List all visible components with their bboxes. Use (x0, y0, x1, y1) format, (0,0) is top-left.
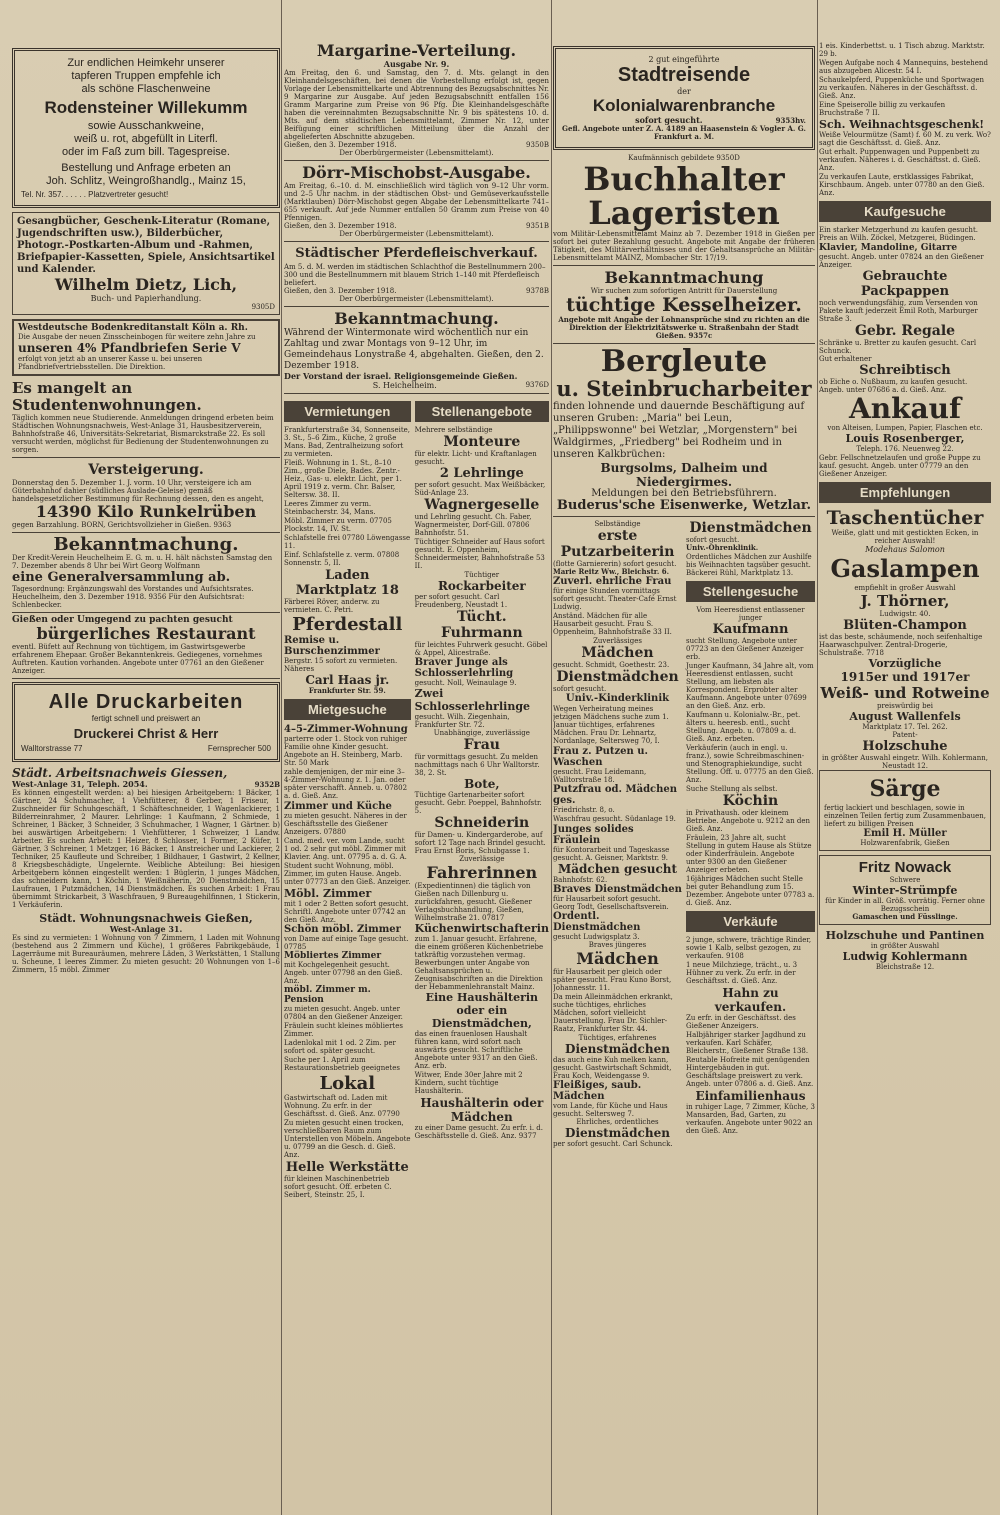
ad-druckerei: Alle Druckarbeiten fertigt schnell und preiswert an Druckerei Christ & Herr Walltorstrasse 77 Fernsprecher 500 (12, 682, 280, 762)
heading-verkaeufe: Verkäufe (686, 911, 815, 932)
heading-mietgesuche: Mietgesuche (284, 699, 411, 720)
column-4: 1 eis. Kinderbettst. u. 1 Tisch abzug. Marktstr. 29 b. Wegen Aufgabe noch 4 Mannequins, bestehend aus abzugeben Alicestr. 54 I. Schaukelpferd, Puppenküche und Sportwagen zu verkaufen. Näheres in der Geschäftsst. d. Gieß. Anz. Eine Speiserolle billig zu verkaufen Bruchstraße 7 II. Sch. Weihnachtsgeschenk! Weiße Velourmütze (Samt) f. 60 M. zu verk. Wo? sagt die Geschäftsst. d. Gieß. Anz. Gut erhalt. Puppenwagen und Puppenbett zu verkaufen. Näheres i. d. Geschäftsst. d. Gieß. Anz. Zu verkaufen Laute, erstklassiges Fabrikat, Kirschbaum. Angeb. unter 07780 an den Gieß. Anz. Kaufgesuche Ein starker Metzgerhund zu kaufen gesucht. Preis an Wilh. Zöckel, Metzgerei, Büdingen. Klavier, Mandoline, Gitarre gesucht. Angeb. unter 07824 an den Gießener Anzeiger. Gebrauchte Packpappen noch verwendungsfähig, zum Versenden von Pakete kauft jederzeit Emil Roth, Marburger Straße 3. Gebr. Regale Schränke u. Bretter zu kaufen gesucht. Carl Schunck. Gut erhaltener Schreibtisch ob Eiche o. Nußbaum, zu kaufen gesucht. Angeb. unter 07686 a. d. Gieß. Anz. Ankauf von Alteisen, Lumpen, Papier, Flaschen etc. Louis Rosenberger, Teleph. 176. Neuenweg 22. Gebr. Fellschnetzelaufen und große Puppe zu kauf. gesucht. Angeb. unter 07779 an den Gießener Anzeiger. Empfehlungen Taschentücher Weiße, glatt und mit gestickten Ecken, in reicher Auswahl! Modehaus Salomon Gaslampen empfiehlt in großer Auswahl J. Thörner, Ludwigstr. 40. Blüten-Champon ist das beste, schäumende, noch seifenhaltige Haarwaschpulver. Zentral-Drogerie, Schulstraße. 7718 Vorzügliche 1915er und 1917er Weiß- und Rotweine preiswürdig bei August Wallenfels Marktplatz 17. Tel. 262. Patent- Holzschuhe in größter Auswahl eingetr. Wilh. Kohlermann, Neustadt 12. Särge fertig lackiert und beschlagen, sowie in einzelnen Teilen fertig zum Zusammenbauen, liefert zu billigen Preisen Emil H. Müller Holzwarenfabrik, Gießen Fritz Nowack Schwere Winter-Strümpfe für Kinder in all. Größ. vorrätig. Ferner ohne Bezugsschein Gamaschen und Füsslinge. Holzschuhe und Pantinen in größter Auswahl Ludwig Kohlermann Bleichstraße 12. (819, 42, 991, 971)
heading-empfehlungen: Empfehlungen (819, 482, 991, 503)
column-3 (553, 0, 815, 1515)
ad-bekanntmachung-kreditverein: Bekanntmachung. Der Kredit-Verein Heuchelheim E. G. m. u. H. hält nächsten Samstag den 7. Dezember abends 8 Uhr bei Wirt Georg Wolfmann eine Generalversammlung ab. Tagesordnung: Ergänzungswahl des Vorstandes und Aufsichtsrates. Heuchelheim, den 3. Dezember 1918. 9356 Für den Aufsichtsrat: Schlenbecker. (12, 536, 280, 613)
ad-saerge: Särge fertig lackiert und beschlagen, sowie in einzelnen Teilen fertig zum Zusammenbauen, liefert zu billigen Preisen Emil H. Müller Holzwarenfabrik, Gießen (819, 770, 991, 851)
col3-right-ads: Dienstmädchen sofort gesucht. Univ.-Ohrenklinik. Ordentliches Mädchen zur Aushilfe bis Weihnachten tagsüber gesucht. Bäckerei Rühl, Marktplatz 13. Stellengesuche Vom Heeresdienst entlassener junger Kaufmann sucht Stellung. Angebote unter 07723 an den Gießener Anzeiger erb. Junger Kaufmann, 34 Jahre alt, vom Heeresdienst entlassen, sucht Stellung, am liebsten als Korrespondent. Erprobter alter Kaufmann. Angebote unter 07699 an den Gieß. Anz. erb. Kaufmann u. Kolonialw.-Br., pet. älters u. heeresb. entl., sucht Stellung. Angeb. u. 07809 a. d. Gieß. Anz. erbeten. Verkäuferin (auch in engl. u. franz.), sowie Schreibmaschinen- und Stenographiekundige, sucht Stellung. Off. u. 07775 an den Gieß. Anz. Suche Stellung als selbst. Köchin in Privathaush. oder kleinem Betriebe. Angebote u. 9212 an den Gieß. Anz. Fräulein, 23 Jahre alt, sucht Stellung in gutem Hause als Stütze oder Kinderfräulein. Angebote unter 9300 an den Gießener Anzeiger erbeten. 16jähriges Mädchen sucht Stelle bei guter Behandlung zum 15. Dezember. Angebote unter 07783 a. d. Gieß. Anz. Verkäufe 2 junge, schwere, trächtige Rinder, sowie 1 Kalb, selbst gezogen, zu verkaufen. 9108 1 neue Milchziege, trächt., u. 3 Hühner zu verk. Zu erfr. in der Geschäftsst. d. Gieß. Anz. Hahn zu verkaufen. Zu erfr. in der Geschäftsst. des Gießener Anzeigers. Halbjähriger starker Jagdhund zu verkaufen. Karl Schäfer, Bleicherstr., Gießener Straße 138. Reutable Hofreite mit genügenden Hintergebäuden in gut. Geschäftslage preiswert zu verk. Angeb. unter 07806 a. d. Gieß. Anz. Einfamilienhaus in ruhiger Lage, 7 Zimmer, Küche, 3 Mansarden, Bad, Garten, zu verkaufen. Angebote unter 9022 an den Gieß. Anz. (686, 520, 815, 1135)
ad-margarine: Margarine-Verteilung. Ausgabe Nr. 9. Am Freitag, den 6. und Samstag, den 7. d. Mts. gelangt in den Kleinhandelsgeschäften, bei denen die Vorbestellung erfolgt ist, gegen Vorlage der Lebensmittelkarte und Abtrennung des Bezugsabschnittes Nr. 9 Margarine zur Ausgabe. Auf jeden Bezugsabschnitt entfallen 156 Gramm Margarine zum Preise von 96 Pfg. Die Kleinhandelsgeschäfte haben die vereinnahmten Bezugsabschnitte Nr. 9 bis spätestens 10. d. Mts. auf dem städtischen Lebensmittelamt, Zimmer Nr. 12, unter Beifügung einer schriftlichen Mitteilung über die Anzahl der abgelieferten Abschnitte abzugeben. Gießen, den 3. Dezember 1918. 9350B Der Oberbürgermeister (Lebensmittelamt). (284, 42, 549, 161)
ad-stadtreisende: 2 gut eingeführte Stadtreisende der Kolonialwarenbranche sofort gesucht. 9353hv. Gefl. Angebote unter Z. A. 4189 an Haasenstein & Vogler A. G. Frankfurt a. M. (553, 46, 815, 150)
column-2 (284, 0, 549, 1515)
ad-studenten: Es mangelt an Studentenwohnungen. Täglich kommen neue Studierende. Anmeldungen dringend erbeten beim Städtischen Wohnungsnachweis, West-Anlage 31, Hausbesitzerverein, Bahnhofstraße 46, Universitäts-Sekretariat, Bismarckstraße 22. Es soll versucht werden, möglichst für Bedienung der Studentenwohnungen zu sorgen. (12, 380, 280, 458)
heading-vermietungen: Vermietungen (284, 401, 411, 422)
ad-bodenkredit: Westdeutsche Bodenkreditanstalt Köln a. Rh. Die Ausgabe der neuen Zinsscheinbogen für weitere zehn Jahre zu unseren 4% Pfandbriefen Serie V erfolgt von jetzt ab an unserer Kasse u. bei unseren Pfandbriefvertriebsstellen. Die Direktion. (12, 319, 280, 376)
heading-stellengesuche: Stellengesuche (686, 581, 815, 602)
vermietungen-column: Vermietungen Frankfurterstraße 34, Sonnenseite, 3. St., 5–6 Zim., Küche, 2 große Mans. Bad, Zentralheizung sofort zu vermieten. Fleiß. Wohnung in 1. St., 8–10 Zim., große Diele, Bades. Zentr.-Heiz., Gas- u. elektr. Licht, per 1. April 1919 z. verm. Chr. Balser, Seltersw. 38. II. Leeres Zimmer zu verm. Steinbacherstr. 34, Mans. Möbl. Zimmer zu verm. 07705 Plockstr. 14, IV. St. Schlafstelle frei 07780 Löwengasse 11. Einf. Schlafstelle z. verm. 07808 Sonnenstr. 5, II. Laden Marktplatz 18 Färberei Röver, anderw. zu vermieten. C. Petri. Pferdestall Remise u. Burschenzimmer Bergstr. 15 sofort zu vermieten. Näheres Carl Haas jr. Frankfurter Str. 59. Mietgesuche 4–5-Zimmer-Wohnung parterre oder 1. Stock von ruhiger Familie ohne Kinder gesucht. Angebote an H. Steinberg, Marb. Str. 50 Mark zahle demjenigen, der mir eine 3–4-Zimmer-Wohnung z. 1. Jan. oder später verschafft. Anneb. u. 07802 a. d. Gieß. Anz. Zimmer und Küche zu mieten gesucht. Näheres in der Geschäftsstelle des Gießener Anzeigers. 07880 Cand. med. ver. vom Lande, sucht 1 od. 2 sehr gut möbl. Zimmer mit Klavier. Ang. unt. 07795 a. d. G. A. Student sucht Wohnung, möbl. Zimmer, im guten Hause. Angeb. unter 07773 an den Gieß. Anzeiger. Möbl. Zimmer mit 1 oder 2 Betten sofort gesucht. Schriftl. Angebote unter 07742 an den Gieß. Anz. Schön möbl. Zimmer von Dame auf einige Tage gesucht. 07785 Möbliertes Zimmer mit Kochgelegenheit gesucht. Angeb. unter 07798 an den Gieß. Anz. möbl. Zimmer m. Pension zu mieten gesucht. Angeb. unter 07804 an den Gießener Anzeiger. Fräulein sucht kleines möbliertes Zimmer. Ladenlokal mit 1 od. 2 Zim. per sofort od. später gesucht. Suche per 1. April zum Restaurationsbetrieb geeignetes Lokal Gastwirtschaft od. Laden mit Wohnung. Zu erfr. in der Geschäftsst. d. Gieß. Anz. 07790 Zu mieten gesucht einen trocken, verschließbaren Raum zum Unterstellen von Möbeln. Angebote u. 07799 an die Gesch. d. Gieß. Anz. Helle Werkstätte für kleinen Maschinenbetrieb sofort gesucht. Off. erbeten C. Seibert, Steinstr. 25, I. (284, 397, 411, 1199)
ad-versteigerung: Versteigerung. Donnerstag den 5. Dezember 1. J. vorm. 10 Uhr, versteigere ich am Güterbahnhof dahier (südliches Auslade-Geleise) gemäß handelsgesetzlicher Bestimmung für Rechnung dessen, den es angeht, 14390 Kilo Runkelrüben gegen Barzahlung. BORN, Gerichtsvollzieher in Gießen. 9363 (12, 461, 280, 533)
heading-stellenangebote: Stellenangebote (415, 401, 549, 422)
ad-rodensteiner: Zur endlichen Heimkehr unserer tapferen Truppen empfehle ich als schöne Flaschenweine Rodensteiner Willekumm sowie Ausschankweine, weiß u. rot, abgefüllt in Literfl. oder im Faß zum bill. Tagespreise. Bestellung und Anfrage erbeten an Joh. Schlitz, Weingroßhandlg., Mainz 15, Tel. Nr. 357. . . . . . Platzvertreter gesucht! (12, 48, 280, 208)
ad-pferdefleisch: Städtischer Pferdefleischverkauf. Am 5. d. M. werden im städtischen Schlachthof die Bestellnummern 200–300 und die Bestellnummern mit blauem Strich 1–140 mit Pferdefleisch beliefert. Gießen, den 3. Dezember 1918. 9378B Der Oberbürgermeister (Lebensmittelamt). (284, 245, 549, 307)
col3-left-ads: Selbständige erste Putzarbeiterin (flotte Garniererin) sofort gesucht. Marie Reitz Ww., Bleichstr. 6. Zuverl. ehrliche Frau für einige Stunden vormittags sofort gesucht. Theater-Café Ernst Ludwig. Anständ. Mädchen für alle Hausarbeit gesucht. Frau S. Oppenheim, Bahnhofstraße 33 II. Zuverlässiges Mädchen gesucht. Schmidt, Goethestr. 23. Dienstmädchen sofort gesucht. Univ.-Kinderklinik Wegen Verheiratung meines jetzigen Mädchens suche zum 1. Januar tüchtiges, erfahrenes Mädchen. Frau Dr. Lehnartz, Nordanlage, Seltersweg 70, I. Frau z. Putzen u. Waschen gesucht. Frau Leidemann, Walltorstraße 18. Putzfrau od. Mädchen ges. Friedrichstr. 8, o. Waschfrau gesucht. Südanlage 19. Junges solides Fräulein für Kontorarbeit und Tageskasse gesucht. A. Geisner, Marktstr. 9. Mädchen gesucht Bahnhofstr. 62. Braves Dienstmädchen für Hausarbeit sofort gesucht. Georg Todt, Gesellschaftsverein. Ordentl. Dienstmädchen gesucht Ludwigsplatz 3. Braves jüngeres Mädchen für Hausarbeit per gleich oder später gesucht. Frau Kuno Borst, Johannesstr. 11. Da mein Alleinmädchen erkrankt, suche tüchtiges, ehrliches Mädchen, sofort vielleicht Dauerstellung. Frau Dr. Sichler-Raatz, Frankfurter Str. 44. Tüchtiges, erfahrenes Dienstmädchen das auch eine Kuh melken kann, gesucht. Gastwirtschaft Schmidt, Frau Koch, Weidengasse 9. Fleißiges, saub. Mädchen vom Lande, für Küche und Haus gesucht. Seltersweg 7. Ehrliches, ordentliches Dienstmädchen per sofort gesucht. Carl Schunck. (553, 520, 682, 1148)
column-1 (12, 0, 280, 1515)
ad-bekanntmachung-religionsgemeinde: Bekanntmachung. Während der Wintermonate wird wöchentlich nur ein Zahltag und zwar Montags von 9–12 Uhr, im Gemeindehaus Lonystraße 4, abgehalten. Gießen, den 2. Dezember 1918. Der Vorstand der israel. Religionsgemeinde Gießen. S. Heichelheim. 9376D (284, 310, 549, 394)
ad-kesselheizer: Bekanntmachung Wir suchen zum sofortigen Antritt für Dauerstellung tüchtige Kesselheizer. Angebote mit Angabe der Lohnansprüche sind zu richten an die Direktion der Elektrizitätswerke u. Straßenbahn der Stadt Gießen. 9357c (553, 269, 815, 344)
heading-kaufgesuche: Kaufgesuche (819, 201, 991, 222)
ad-nowack: Fritz Nowack Schwere Winter-Strümpfe für Kinder in all. Größ. vorrätig. Ferner ohne Bezugsschein Gamaschen und Füsslinge. (819, 855, 991, 925)
ad-buchhalter: Kaufmännisch gebildete 9350D Buchhalter Lageristen vom Militär-Lebensmittelamt Mainz ab 7. Dezember 1918 in Gießen per sofort bei guter Bezahlung gesucht. Angebote mit Angabe der früheren Tätigkeit, des Militärverhältnisses und der Gehaltsansprüche an Militär-Lebensmittelamt MAINZ, Mombacher Str. 17/19. (553, 154, 815, 266)
ad-doerrobst: Dörr-Mischobst-Ausgabe. Am Freitag, 6.–10. d. M. einschließlich wird täglich von 9–12 Uhr vorm. und 2–5 Uhr nachm. in der städtischen Obst- und Gemüseverkaufsstelle (Marktlauben) Dörr-Mischobst gegen Abgabe der Lebensmittelkarte 741–655 verkauft. Auf jede Nummer entfallen 50 Gramm zum Preise von 40 Pfennigen. Gießen, den 3. Dezember 1918. 9351B Der Oberbürgermeister (Lebensmittelamt). (284, 164, 549, 242)
salomon-logo: Modehaus Salomon (865, 545, 945, 554)
brand-rodensteiner: Rodensteiner Willekumm (44, 98, 248, 117)
ad-arbeitsnachweis: Städt. Arbeitsnachweis Giessen, West-Anlage 31, Teleph. 2054. 9352B Es können eingestellt werden: a) bei hiesigen Arbeitgebern: 1 Bäcker, 1 Gärtner, 24 Schuhmacher, 1 Viehfütterer, 8 Gerber, 1 Friseur, 1 Zuschneider für Schuhgeschäft, 1 Schäfteschneider, 1 Wagenlackierer, 1 Bilderreinrahmer, 2 Maurer. Lehrlinge: 1 Kaufmann, 2 Schmiede, 1 Schreiner, 1 Bäcker, 3 Schneider, 3 Schuhmacher, 1 Wagner, 1 Gärtner. b) bei auswärtigen Arbeitgebern: 1 Viehfütterer, 1 Schweizer, 1 Landw. Arbeiter. Es suchen Arbeit: 1 Heizer, 8 Schlosser, 1 Former, 2 Küfer, 1 Gärtner, 3 Schreiner, 1 Metzger, 16 Bäcker, 1 Anstreicher und Lackierer, 2 Techniker, 25 Kaufleute und Schreiber, 1 Bildhauer, 1 Gastwirt, 2 Kellner, 8 Kriegsbeschädigte, Ungelernte. Weibliche Abteilung: Bei hiesigen Arbeitgebern können eingestellt werden: 1 Büglerin, 1 junges Mädchen, das schneidern kann, 1 Köchin, 1 Weißnäherin, 20 Dienstmädchen, 15 Laufrauen, 1 Putzmädchen, 14 Dienstmädchen. Es suchen Arbeit: 1 Frau übernimmt Strickarbeit, 3 Waschfrauen, 9 Bureaugehilfinnen, 1 Stickerin, 1 Verkäuferin. Städt. Wohnungsnachweis Gießen, West-Anlage 31. Es sind zu vermieten: 1 Wohnung von 7 Zimmern, 1 Laden mit Wohnung (bestehend aus 2 Zimmern und Küche), 1 größeres Fabrikgebäude, 1 Lagerräume mit Bureauräumen, mehrere Läden, 3 Werkstätten, 1 Stallung u. Scheune, 1 leeres Zimmer. Zu mieten gesucht: 20 Wohnungen von 1–6 Zimmern, 15 möbl. Zimmer (12, 766, 280, 974)
stellenangebote-column: Stellenangebote Mehrere selbständige Monteure für elektr. Licht- und Kraftanlagen gesucht. 2 Lehrlinge per sofort gesucht. Max Weißbäcker, Süd-Anlage 23. Wagnergeselle und Lehrling gesucht. Ch. Faber, Wagnermeister, Dorf-Gill. 07806 Bahnhofstr. 51. Tüchtiger Schneider auf Haus sofort gesucht. E. Oppenheim, Schneidermeister, Bahnhofstraße 53 II. Tüchtiger Rockarbeiter per sofort gesucht. Carl Freudenberg, Neustadt 1. Tücht. Fuhrmann für leichtes Fuhrwerk gesucht. Göbel & Appel, Alicestraße. Braver Junge als Schlosserlehrling gesucht. Noll, Weinaulage 9. Zwei Schlosserlehrlinge gesucht. Wilh. Ziegenhain, Frankfurter Str. 72. Unabhängige, zuverlässige Frau für vormittags gesucht. Zu melden nachmittags nach 6 Uhr Walltorstr. 38, 2. St. Bote, Tüchtige Gartenarbeiter sofort gesucht. Gebr. Poeppel, Bahnhofstr. 5. Schneiderin für Damen- u. Kindergarderobe, auf sofort 12 Tage nach Brindel gesucht. Frau Ernst Boris, Schubgasse 1. Zuverlässige Fahrerinnen (Expedientinnen) die täglich von Gießen nach Dillenburg u. zurückfahren, gesucht. Gießener Verlagsbuchhandlung, Gießen, Wilhelmstraße 21. 07817 Küchenwirtschafterin zum 1. Januar gesucht. Erfahrene, die einem größeren Küchenbetriebe tatkräftig vorzustehen vermag. Bewerbungen unter Angabe von Gehaltsansprüchen u. Zeugnisabschriften an die Direktion der Hebammenlehranstalt Mainz. Eine Haushälterin oder ein Dienstmädchen, das einen frauenlosen Haushalt führen kann, wird sofort nach auswärts gesucht. Schriftliche Angebote unter 9317 an den Gieß. Anz. erb. Witwer, Ende 30er Jahre mit 2 Kindern, sucht tüchtige Haushälterin. Haushälterin oder Mädchen zu einer Dame gesucht. Zu erfr. i. d. Geschäftsstelle d. Gieß. Anz. 9377 (415, 397, 549, 1199)
ad-restaurant: Gießen oder Umgegend zu pachten gesucht bürgerliches Restaurant eventl. Büfett auf Rechnung von tüchtigem, im Gastwirtsgewerbe erfahrenem Ehepaar. Großer Bekanntenkreis. Gediegenes, vornehmes Auftreten. Kaution vorhanden. Angebote unter 07761 an den Gießener Anzeiger. (12, 616, 280, 679)
ad-bergleute: Bergleute u. Steinbrucharbeiter finden lohnende und dauernde Beschäftigung auf unseren Gruben: „Maria" bei Leun, „Philippswonne" bei Wetzlar, „Morgenstern" bei Waldgirmes, „Friedberg" bei Rodheim und in unseren Kalkbrüchen: Burgsolms, Dalheim und Niedergirmes. Meldungen bei den Betriebsführern. Buderus'sche Eisenwerke, Wetzlar. (553, 347, 815, 517)
ad-dietz: Gesangbücher, Geschenk-Literatur (Romane, Jugendschriften usw.), Bilderbücher, Photogr.-Postkarten-Album und -Rahmen, Briefpapier-Kassetten, Spiele, Ansichtsartikel und Kalender. Wilhelm Dietz, Lich, Buch- und Papierhandlung. 9305D (12, 212, 280, 315)
